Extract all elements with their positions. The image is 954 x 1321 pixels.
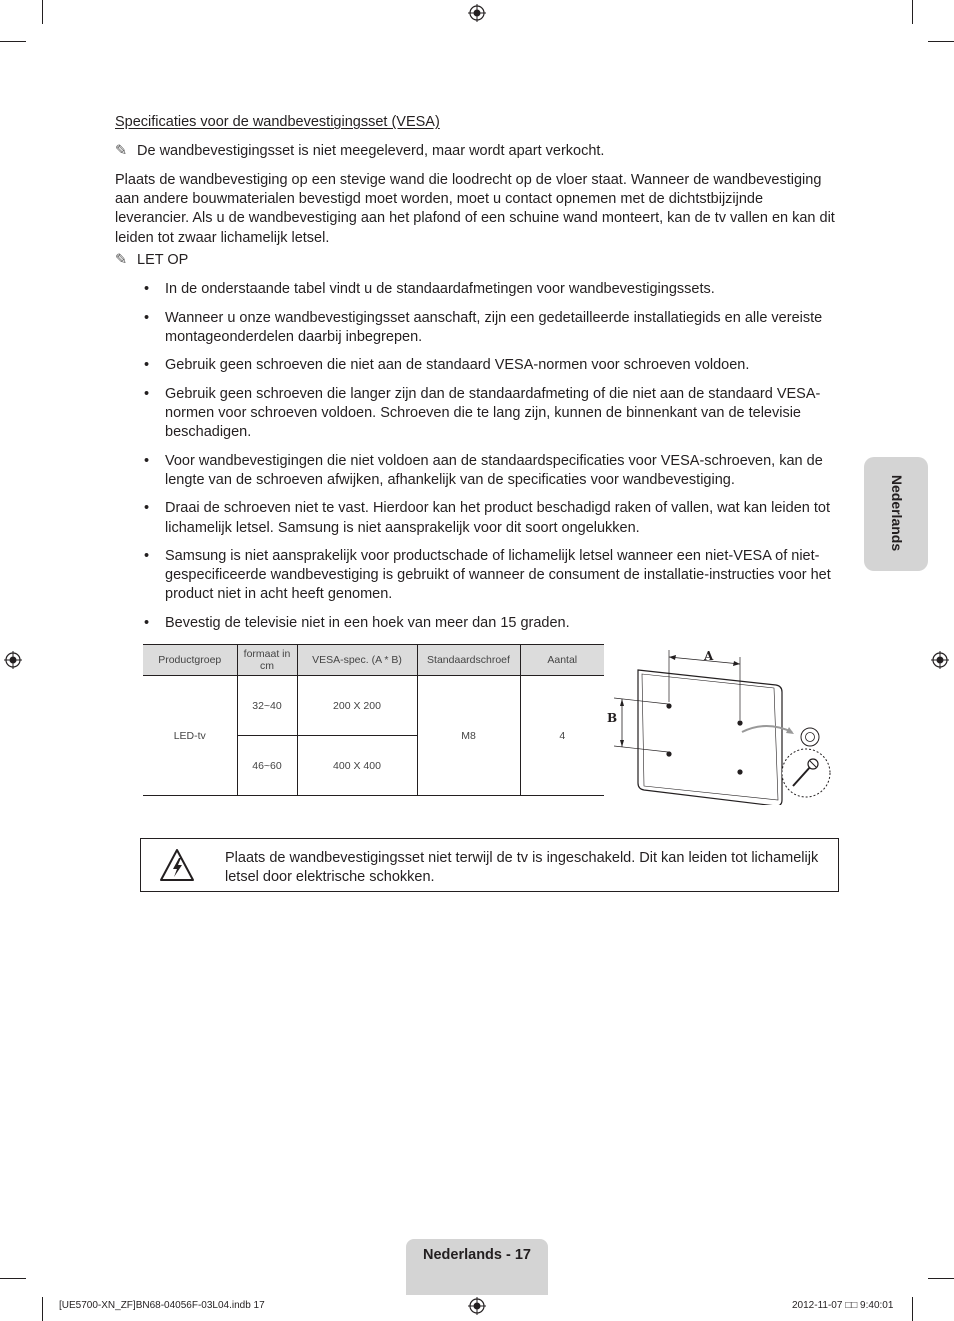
list-item: • In de onderstaande tabel vindt u de standaardafmetingen voor wandbevestigingssets.: [115, 280, 840, 299]
note-pen-icon: ✎: [115, 143, 128, 159]
crop-mark: [928, 41, 954, 42]
side-tab-label: Nederlands: [889, 474, 905, 552]
crop-mark: [0, 41, 26, 42]
dimension-a-label: A: [704, 649, 714, 663]
caution-line: [115, 252, 188, 268]
note-text: De wandbevestigingsset is niet meegeleverd, maar wordt apart verkocht.: [137, 143, 605, 159]
crop-mark: [912, 1297, 913, 1321]
list-item: • Bevestig de televisie niet in een hoek van meer dan 15 graden.: [115, 614, 840, 633]
size-cell: 46~60: [237, 736, 297, 796]
body-paragraph: Plaats de wandbevestiging op een stevige wand die loodrecht op de vloer staat. Wanneer de wandbevestiging aan andere bouwmaterialen bevestigd moet worden, moet u contact opnemen met de dichtstbijzijnde leverancier. Als u de wandbevestiging aan het plafond of een schuine wand monteert, kan de tv vallen en kan dit leiden tot zwaar lichamelijk letsel.: [115, 172, 835, 246]
warning-text: Plaats de wandbevestigingsset niet terwijl de tv is ingeschakeld. Dit kan leiden tot lichamelijk letsel door elektrische schokken.: [225, 850, 819, 885]
table-header: VESA-spec. (A * B): [297, 645, 417, 676]
vesa-cell: 400 X 400: [297, 736, 417, 796]
table-row: [143, 676, 604, 736]
screw-cell: M8: [417, 676, 520, 796]
page-label: Nederlands - 17: [423, 1247, 531, 1263]
registration-mark-icon: [468, 1297, 486, 1315]
list-item: • Samsung is niet aansprakelijk voor productschade of lichamelijk letsel wanneer een niet-VESA of niet-gespecificeerde wandbevestiging is gebruikt of wanneer de consument de installatie-instructies voor het product niet in acht heeft genomen.: [115, 547, 840, 605]
caution-label: LET OP: [137, 252, 189, 268]
registration-mark-icon: [468, 4, 486, 22]
size-cell: 32~40: [237, 676, 297, 736]
footer-date: 2012-11-07 □□ 9:40:01: [792, 1300, 894, 1311]
crop-mark: [928, 1278, 954, 1279]
footer-file: [UE5700-XN_ZF]BN68-04056F-03L04.indb 17: [59, 1300, 265, 1311]
list-item: • Gebruik geen schroeven die niet aan de standaard VESA-normen voor schroeven voldoen.: [115, 356, 840, 375]
note-line: [115, 143, 604, 159]
registration-mark-icon: [4, 651, 22, 669]
table-header: Standaardschroef: [417, 645, 520, 676]
registration-mark-icon: [931, 651, 949, 669]
list-item: • Voor wandbevestigingen die niet voldoen aan de standaardspecificaties voor VESA-schroeven, kan de lengte van de schroeven afwijken, afhankelijk van de specificaties voor wandbevestiging.: [115, 452, 840, 490]
caution-list: [115, 280, 840, 642]
list-item: • Gebruik geen schroeven die langer zijn dan de standaardafmeting of die niet aan de standaard VESA-normen voor schroeven voldoen. Schroeven die te lang zijn, kunnen de binnenkant van de televisie beschadigen.: [115, 385, 840, 443]
table-header-row: [143, 645, 604, 676]
quantity-cell: 4: [520, 676, 604, 796]
table-header: Aantal: [520, 645, 604, 676]
lightning-warning-icon: [159, 848, 195, 882]
page-number-tab: [406, 1239, 548, 1295]
crop-mark: [912, 0, 913, 24]
crop-mark: [42, 0, 43, 24]
list-item: • Draai de schroeven niet te vast. Hierdoor kan het product beschadigd raken of vallen, wat kan leiden tot lichamelijk letsel. Samsung is niet aansprakelijk voor dit soort ongelukken.: [115, 499, 840, 537]
language-side-tab: [864, 457, 928, 571]
crop-mark: [42, 1297, 43, 1321]
crop-mark: [0, 1278, 26, 1279]
table-header: Productgroep: [143, 645, 237, 676]
product-group-cell: LED-tv: [143, 676, 237, 796]
list-item: • Wanneer u onze wandbevestigingsset aanschaft, zijn een gedetailleerde installatiegids en alle vereiste montageonderdelen daarbij inbegrepen.: [115, 309, 840, 347]
table-header: formaat in cm: [237, 645, 297, 676]
warning-box: [140, 838, 839, 892]
section-heading: Specificaties voor de wandbevestigingsset (VESA): [115, 114, 440, 130]
tv-wall-mount-diagram: [606, 640, 836, 805]
vesa-cell: 200 X 200: [297, 676, 417, 736]
vesa-spec-table: [143, 644, 604, 796]
note-pen-icon: ✎: [115, 252, 128, 268]
dimension-b-label: B: [607, 711, 618, 725]
